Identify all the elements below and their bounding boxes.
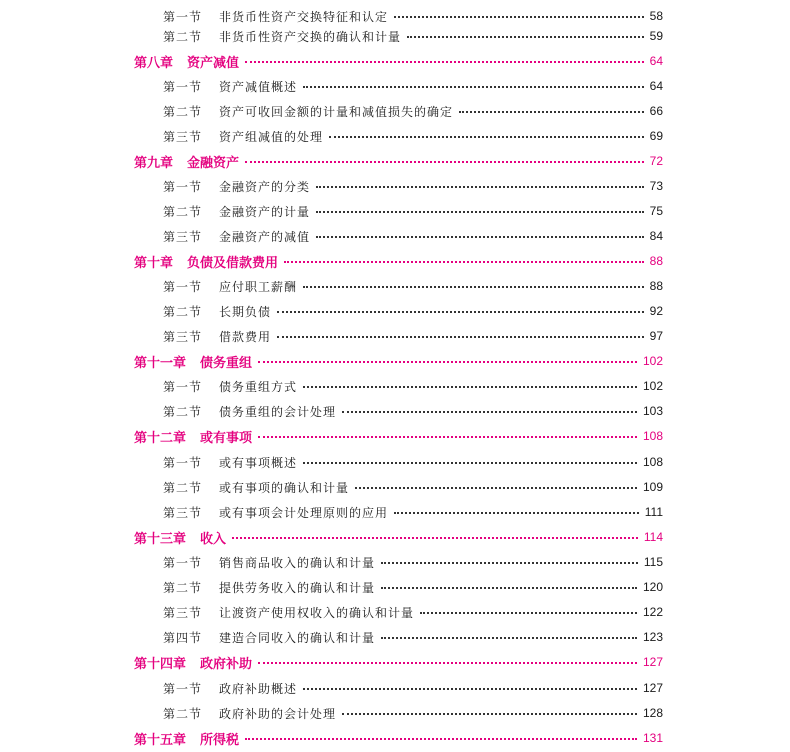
chapter-title: 资产减值 <box>187 55 240 71</box>
page-number: 88 <box>649 279 663 293</box>
dot-leader <box>381 562 638 564</box>
page-number: 103 <box>642 404 663 418</box>
dot-leader <box>303 386 637 388</box>
section-number: 第二节 <box>163 104 203 119</box>
chapter-number: 第十一章 <box>134 355 187 371</box>
page-number: 64 <box>649 54 663 68</box>
dot-leader <box>284 261 644 263</box>
section-number: 第二节 <box>163 404 203 419</box>
toc-section-row[interactable] <box>163 477 663 497</box>
chapter-number: 第十四章 <box>134 656 187 672</box>
section-title: 非货币性资产交换的确认和计量 <box>219 29 402 44</box>
dot-leader <box>258 361 637 363</box>
section-title: 资产减值概述 <box>219 79 298 94</box>
section-title: 债务重组的会计处理 <box>219 404 337 419</box>
section-title: 销售商品收入的确认和计量 <box>219 555 376 570</box>
section-number: 第一节 <box>163 179 203 194</box>
toc-section-row[interactable] <box>163 401 663 421</box>
page-number: 69 <box>649 129 663 143</box>
chapter-number: 第十三章 <box>134 531 187 547</box>
section-title: 借款费用 <box>219 329 272 344</box>
page-number: 58 <box>649 9 663 23</box>
toc-section-row[interactable] <box>163 376 663 396</box>
section-title: 非货币性资产交换特征和认定 <box>219 9 389 24</box>
toc-section-row[interactable] <box>163 627 663 647</box>
chapter-number: 第十五章 <box>134 732 187 748</box>
dot-leader <box>316 186 644 188</box>
toc-section-row[interactable] <box>163 703 663 723</box>
page-number: 66 <box>649 104 663 118</box>
chapter-number: 第八章 <box>134 55 174 71</box>
chapter-title: 金融资产 <box>187 155 240 171</box>
section-number: 第三节 <box>163 605 203 620</box>
page-number: 102 <box>642 379 663 393</box>
toc-section-row[interactable] <box>163 552 663 572</box>
section-title: 或有事项概述 <box>219 455 298 470</box>
section-number: 第四节 <box>163 630 203 645</box>
dot-leader <box>277 311 644 313</box>
toc-section-row[interactable] <box>163 301 663 321</box>
toc-chapter-row[interactable] <box>134 51 663 71</box>
toc-section-row[interactable] <box>163 126 663 146</box>
dot-leader <box>245 738 637 740</box>
toc-chapter-row[interactable] <box>134 251 663 271</box>
section-number: 第三节 <box>163 505 203 520</box>
section-number: 第一节 <box>163 79 203 94</box>
page-number: 88 <box>649 254 663 268</box>
page-number: 128 <box>642 706 663 720</box>
toc-chapter-row[interactable] <box>134 151 663 171</box>
section-number: 第一节 <box>163 681 203 696</box>
page-number: 102 <box>642 354 663 368</box>
toc-chapter-row[interactable] <box>134 728 663 748</box>
dot-leader <box>407 36 644 38</box>
section-title: 资产可收回金额的计量和减值损失的确定 <box>219 104 454 119</box>
section-number: 第三节 <box>163 129 203 144</box>
page-number: 115 <box>643 555 663 569</box>
toc-section-row[interactable] <box>163 452 663 472</box>
page-number: 73 <box>649 179 663 193</box>
section-title: 金融资产的分类 <box>219 179 311 194</box>
section-title: 政府补助的会计处理 <box>219 706 337 721</box>
section-number: 第三节 <box>163 229 203 244</box>
chapter-number: 第十二章 <box>134 430 187 446</box>
dot-leader <box>258 662 637 664</box>
page-number: 108 <box>642 429 663 443</box>
section-number: 第二节 <box>163 480 203 495</box>
toc-section-row[interactable] <box>163 326 663 346</box>
chapter-title: 负债及借款费用 <box>187 255 279 271</box>
section-title: 提供劳务收入的确认和计量 <box>219 580 376 595</box>
toc-chapter-row[interactable] <box>134 652 663 672</box>
chapter-title: 债务重组 <box>200 355 253 371</box>
section-number: 第二节 <box>163 580 203 595</box>
page-number: 59 <box>649 29 663 43</box>
section-number: 第一节 <box>163 379 203 394</box>
toc-section-row[interactable] <box>163 101 663 121</box>
page-number: 111 <box>644 505 663 519</box>
section-title: 金融资产的减值 <box>219 229 311 244</box>
dot-leader <box>394 512 639 514</box>
dot-leader <box>394 16 644 18</box>
chapter-title: 政府补助 <box>200 656 253 672</box>
page-number: 92 <box>649 304 663 318</box>
page-number: 127 <box>642 681 663 695</box>
page-number: 64 <box>649 79 663 93</box>
dot-leader <box>245 61 644 63</box>
dot-leader <box>342 411 637 413</box>
toc-section-row[interactable] <box>163 678 663 698</box>
toc-section-row[interactable] <box>163 502 663 522</box>
toc-section-row[interactable] <box>163 226 663 246</box>
chapter-number: 第十章 <box>134 255 174 271</box>
page-number: 114 <box>643 530 663 544</box>
toc-section-row[interactable] <box>163 276 663 296</box>
page-number: 131 <box>642 731 663 745</box>
dot-leader <box>420 612 637 614</box>
section-title: 债务重组方式 <box>219 379 298 394</box>
page-number: 84 <box>649 229 663 243</box>
dot-leader <box>232 537 638 539</box>
section-number: 第一节 <box>163 555 203 570</box>
dot-leader <box>303 286 644 288</box>
section-title: 或有事项的确认和计量 <box>219 480 350 495</box>
dot-leader <box>355 487 637 489</box>
section-number: 第一节 <box>163 9 203 24</box>
page-number: 72 <box>649 154 663 168</box>
toc-section-row[interactable] <box>163 577 663 597</box>
dot-leader <box>316 211 644 213</box>
toc-section-row[interactable] <box>163 602 663 622</box>
dot-leader <box>277 336 644 338</box>
page-number: 122 <box>642 605 663 619</box>
page-number: 97 <box>649 329 663 343</box>
section-number: 第二节 <box>163 204 203 219</box>
section-number: 第二节 <box>163 304 203 319</box>
dot-leader <box>459 111 644 113</box>
section-title: 让渡资产使用权收入的确认和计量 <box>219 605 415 620</box>
page-number: 127 <box>642 655 663 669</box>
toc-chapter-row[interactable] <box>134 426 663 446</box>
page-number: 108 <box>642 455 663 469</box>
section-number: 第一节 <box>163 455 203 470</box>
page-number: 75 <box>649 204 663 218</box>
section-title: 应付职工薪酬 <box>219 279 298 294</box>
page-number: 109 <box>642 480 663 494</box>
chapter-title: 所得税 <box>200 732 240 748</box>
section-title: 长期负债 <box>219 304 272 319</box>
toc-chapter-row[interactable] <box>134 527 663 547</box>
dot-leader <box>303 462 637 464</box>
toc-section-row[interactable] <box>163 26 663 46</box>
dot-leader <box>381 637 637 639</box>
section-title: 资产组减值的处理 <box>219 129 324 144</box>
toc-section-row[interactable] <box>163 176 663 196</box>
chapter-title: 或有事项 <box>200 430 253 446</box>
toc-section-row[interactable] <box>163 76 663 96</box>
chapter-number: 第九章 <box>134 155 174 171</box>
dot-leader <box>303 688 637 690</box>
section-number: 第二节 <box>163 29 203 44</box>
toc-section-row[interactable] <box>163 201 663 221</box>
section-title: 政府补助概述 <box>219 681 298 696</box>
section-number: 第二节 <box>163 706 203 721</box>
dot-leader <box>381 587 637 589</box>
section-title: 金融资产的计量 <box>219 204 311 219</box>
dot-leader <box>258 436 637 438</box>
toc-section-row[interactable] <box>163 6 663 26</box>
section-number: 第一节 <box>163 279 203 294</box>
page-number: 123 <box>642 630 663 644</box>
section-title: 建造合同收入的确认和计量 <box>219 630 376 645</box>
dot-leader <box>245 161 644 163</box>
dot-leader <box>342 713 637 715</box>
chapter-title: 收入 <box>200 531 227 547</box>
dot-leader <box>329 136 644 138</box>
section-number: 第三节 <box>163 329 203 344</box>
toc-chapter-row[interactable] <box>134 351 663 371</box>
section-title: 或有事项会计处理原则的应用 <box>219 505 389 520</box>
dot-leader <box>303 86 644 88</box>
dot-leader <box>316 236 644 238</box>
page-number: 120 <box>642 580 663 594</box>
